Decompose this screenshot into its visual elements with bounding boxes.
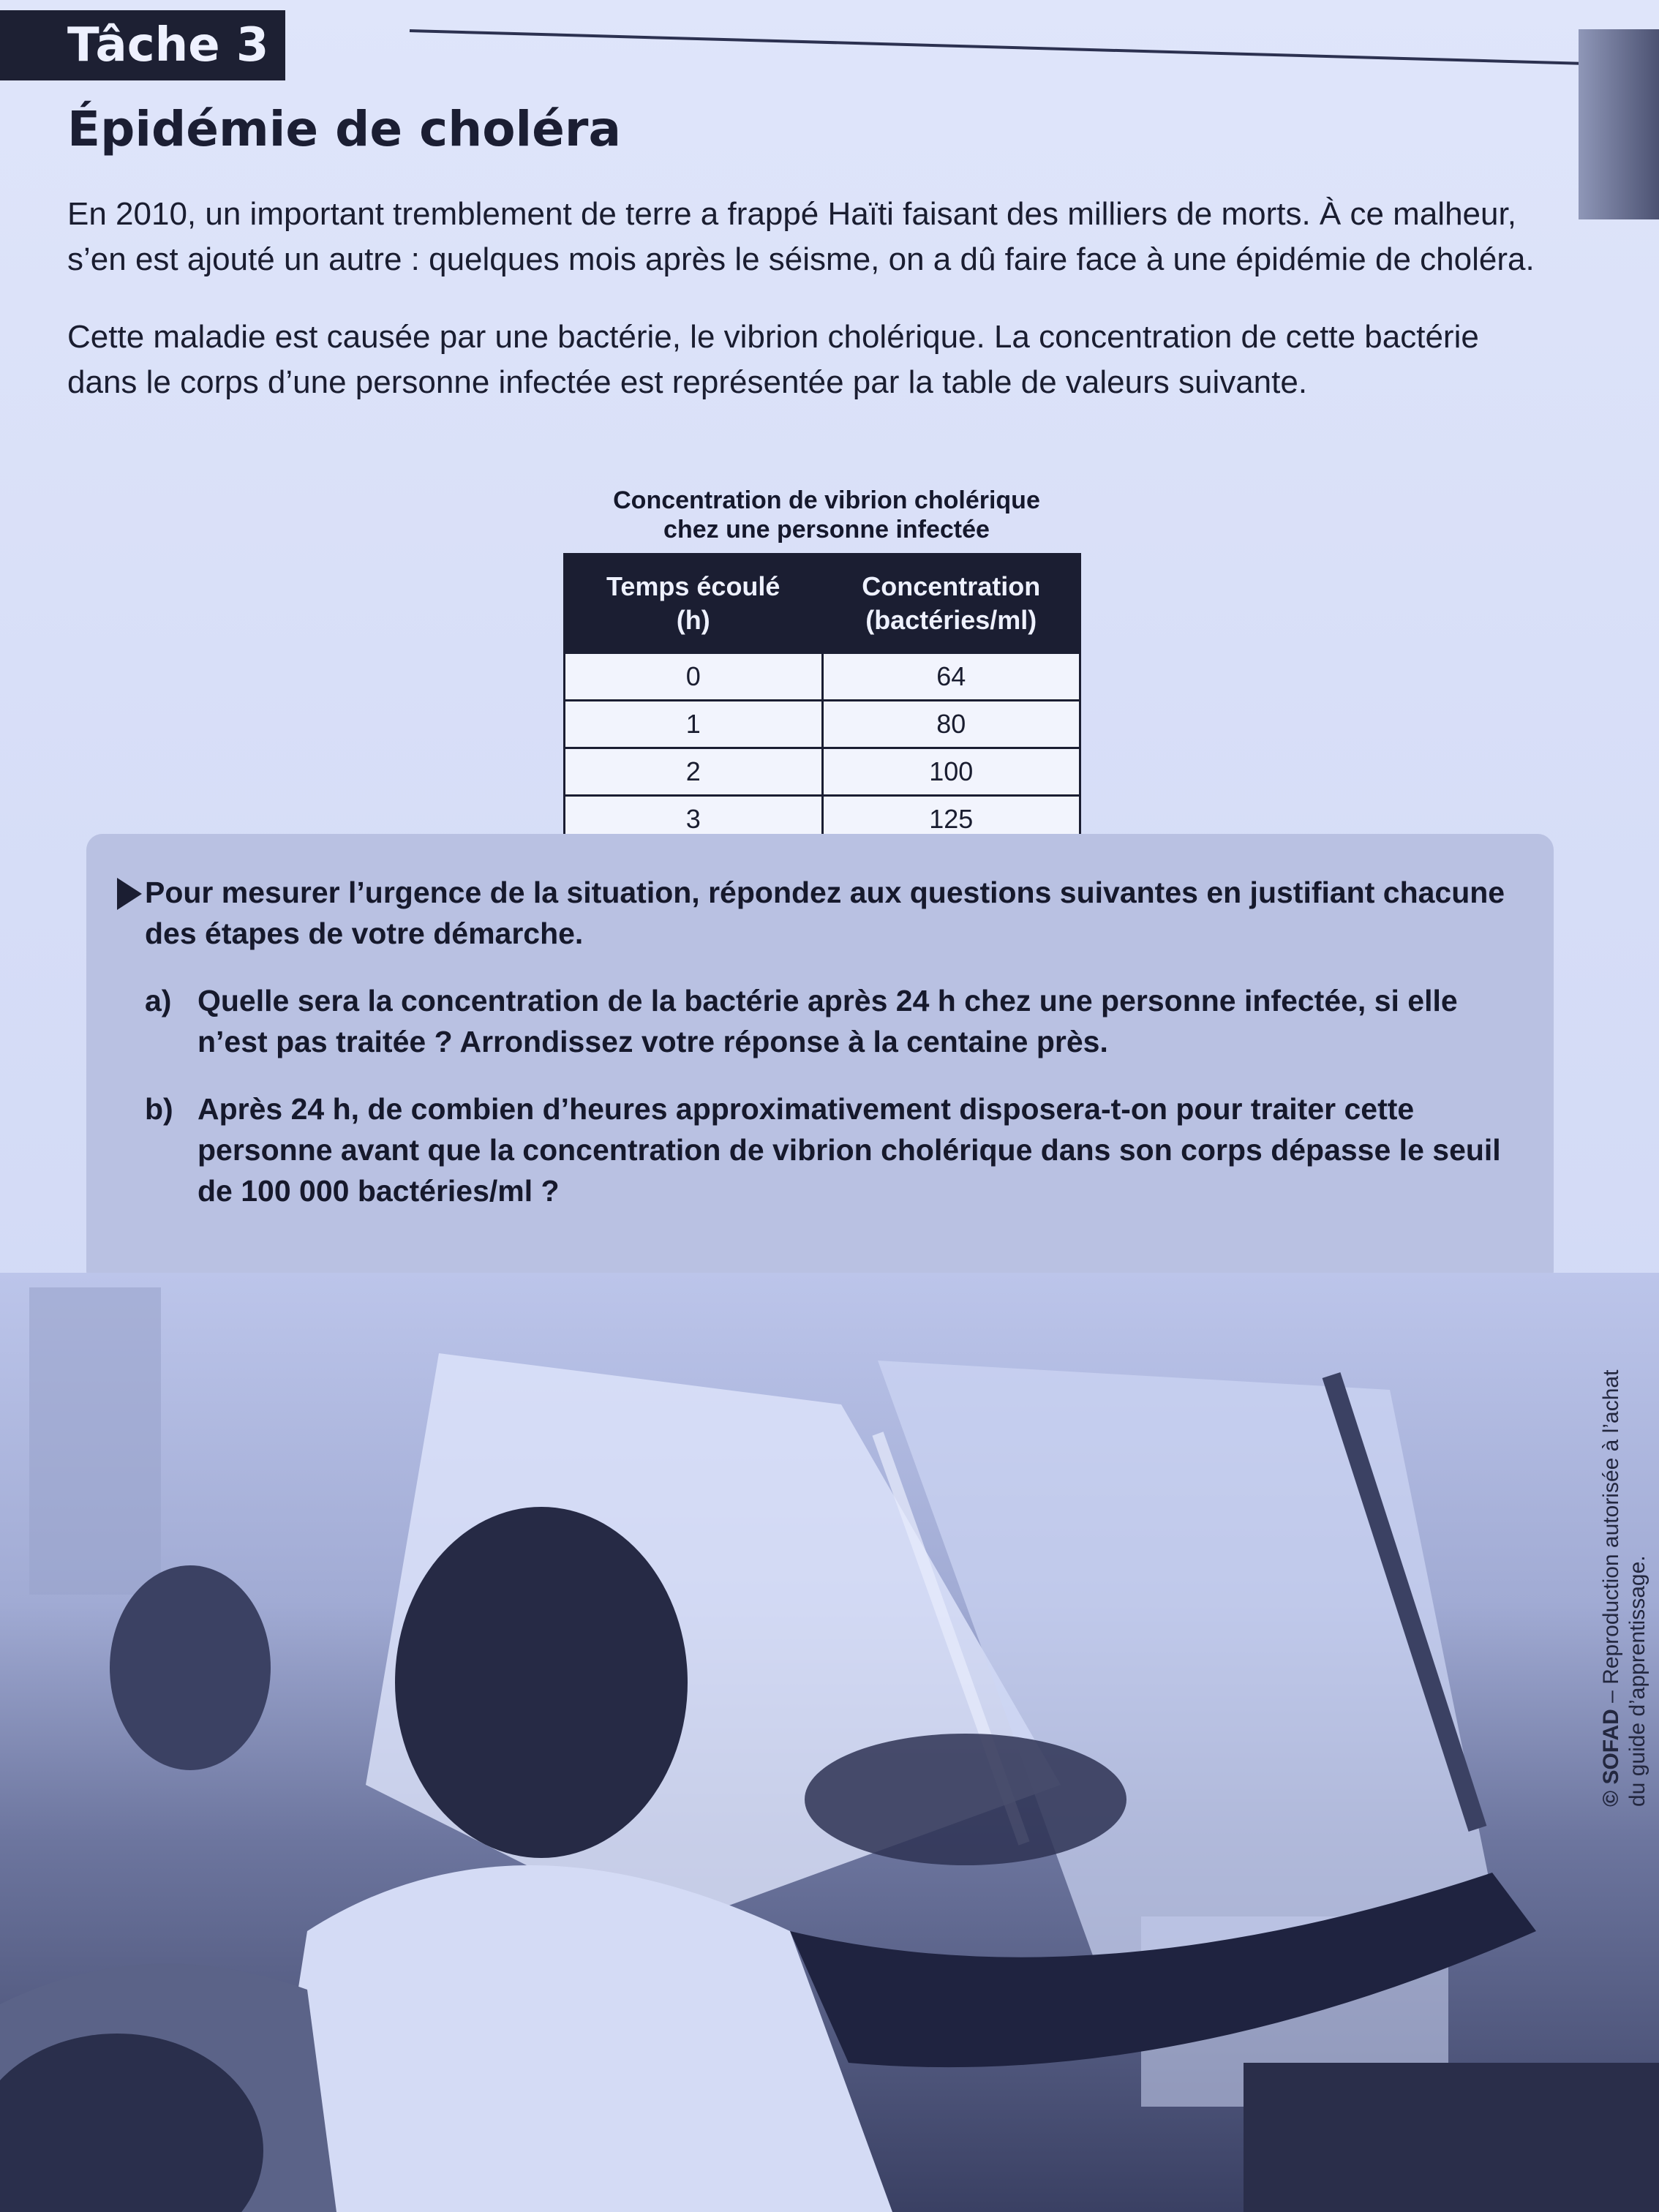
instructions-intro: Pour mesurer l’urgence de la situation, répondez aux questions suivantes en justifiant chacune des étapes de votre démarche. xyxy=(145,876,1505,950)
cell-concentration: 80 xyxy=(822,701,1080,748)
cell-concentration: 125 xyxy=(822,796,1080,843)
table-header-row xyxy=(565,554,1080,653)
task-label: Tâche 3 xyxy=(0,10,285,80)
cell-concentration: 64 xyxy=(822,653,1080,701)
header-time xyxy=(565,554,823,653)
header-time-line-2: (h) xyxy=(676,605,710,635)
table-caption-line-2: chez une personne infectée xyxy=(663,516,990,543)
question-a xyxy=(145,980,1517,1062)
question-text: Quelle sera la concentration de la bactérie après 24 h chez une personne infectée, si elle n’est pas traitée ? Arrondissez votre réponse à la centaine près. xyxy=(198,984,1458,1058)
top-rule xyxy=(410,29,1609,66)
intro-paragraph-1: En 2010, un important tremblement de terre a frappé Haïti faisant des milliers de morts. À ce malheur, s’en est ajouté un autre : quelques mois après le séisme, on a dû faire face à une épidémie de choléra. xyxy=(67,196,1535,277)
cell-concentration: 100 xyxy=(822,748,1080,796)
table-caption xyxy=(563,486,1090,544)
question-b xyxy=(145,1088,1517,1211)
copyright-line-1: – Reproduction autorisée à l’achat xyxy=(1599,1369,1623,1709)
header-time-line-1: Temps écoulé xyxy=(606,571,780,601)
page-corner-shadow xyxy=(1579,29,1659,219)
cell-time: 2 xyxy=(565,748,823,796)
cell-time: 3 xyxy=(565,796,823,843)
photo-illustration xyxy=(0,1273,1659,2212)
question-letter: b) xyxy=(145,1092,173,1126)
page-title: Épidémie de choléra xyxy=(67,101,622,157)
question-letter: a) xyxy=(145,984,172,1017)
copyright-brand: © SOFAD xyxy=(1599,1709,1623,1807)
cell-time: 0 xyxy=(565,653,823,701)
cell-time: 1 xyxy=(565,701,823,748)
copyright-line-2: du guide d’apprentissage. xyxy=(1625,1555,1649,1807)
table-caption-line-1: Concentration de vibrion cholérique xyxy=(613,486,1040,514)
table-row xyxy=(565,701,1080,748)
table-row xyxy=(565,653,1080,701)
intro-paragraph-2: Cette maladie est causée par une bactérie, le vibrion cholérique. La concentration de cette bactérie dans le corps d’une personne infectée est représentée par la table de valeurs suivante. xyxy=(67,319,1479,400)
header-concentration xyxy=(822,554,1080,653)
header-concentration-line-2: (bactéries/ml) xyxy=(865,605,1037,635)
triangle-bullet-icon xyxy=(117,878,142,910)
table-row xyxy=(565,748,1080,796)
question-box xyxy=(86,834,1554,1287)
photo xyxy=(0,1273,1659,2212)
copyright-notice xyxy=(1598,1370,1651,1807)
question-text: Après 24 h, de combien d’heures approximativement disposera-t-on pour traiter cette personne avant que la concentration de vibrion cholérique dans son corps dépasse le seuil de 100 000 bactéries/ml ? xyxy=(198,1092,1501,1208)
header-concentration-line-1: Concentration xyxy=(862,571,1041,601)
concentration-table xyxy=(563,553,1081,844)
